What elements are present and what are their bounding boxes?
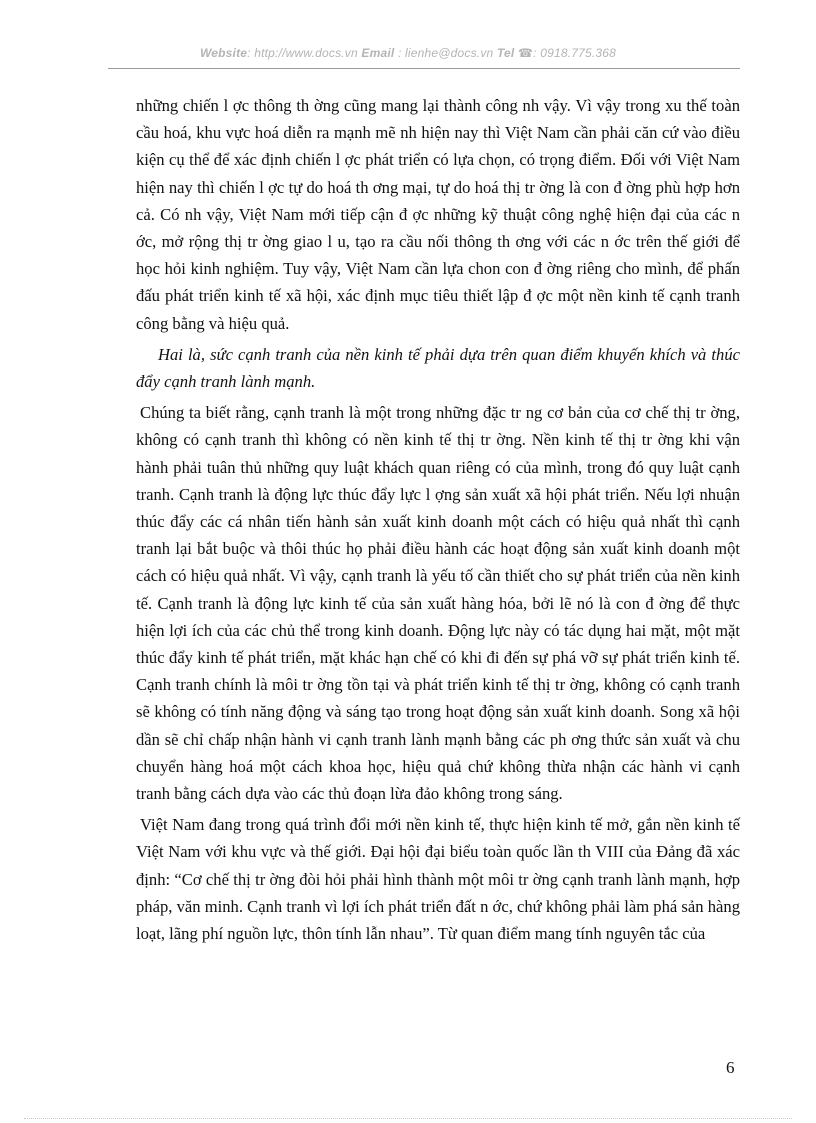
header-email-value: : lienhe@docs.vn bbox=[394, 46, 497, 60]
footer-divider bbox=[24, 1118, 792, 1119]
body-paragraph-2-italic: Hai là, sức cạnh tranh của nền kinh tế phải dựa trên quan điểm khuyến khích và thúc đẩy cạnh tranh lành mạnh. bbox=[136, 344, 740, 392]
header-email-label: Email bbox=[361, 46, 395, 60]
header-tel-value: : 0918.775.368 bbox=[533, 46, 617, 60]
header-website-label: Website bbox=[199, 46, 248, 60]
body-paragraph-1: những chiến l ợc thông th ờng cũng mang lại thành công nh vậy. Vì vậy trong xu thế toàn cầu hoá, khu vực hoá diễn ra mạnh mẽ nh hiện nay thì Việt Nam cần phải căn cứ vào điều kiện cụ thể để xác định chiến l ợc phát triển có lựa chọn, có trọng điểm. Đối với Việt Nam hiện nay thì chiến l ợc tự do hoá th ơng mại, tự do hoá thị tr ờng là con đ ờng phù hợp hơn cả. Có nh vậy, Việt Nam mới tiếp cận đ ợc những kỹ thuật công nghệ hiện đại của các n ớc, mở rộng thị tr ờng giao l u, tạo ra cầu nối thông th ơng với các n ớc trên thế giới để học hỏi kinh nghiệm. Tuy vậy, Việt Nam cần lựa chon con đ ờng riêng cho mình, để phấn đấu phát triển kinh tế xã hội, xác định mục tiêu thiết lập đ ợc một nền kinh tế cạnh tranh công bằng và hiệu quả. bbox=[136, 96, 740, 333]
header-tel-label: Tel bbox=[496, 46, 515, 60]
body-paragraph-3: Chúng ta biết rằng, cạnh tranh là một trong những đặc tr ng cơ bản của cơ chế thị tr ờng, không có cạnh tranh thì không có nền kinh tế thị tr ờng. Nền kinh tế thị tr ờng khi vận hành phải tuân thủ những quy luật khách quan riêng có của mình, trong đó quy luật cạnh tranh. Cạnh tranh là động lực thúc đẩy lực l ợng sản xuất xã hội phát triển. Nếu lợi nhuận thúc đẩy các cá nhân tiến hành sản xuất kinh doanh một cách có hiệu quả nhất thì cạnh tranh lại bắt buộc và thôi thúc họ phải điều hành các hoạt động sản xuất kinh doanh một cách có hiệu quả nhất. Vì vậy, cạnh tranh là yếu tố cần thiết cho sự phát triển của nền kinh tế. Cạnh tranh là động lực kinh tế của sản xuất hàng hóa, bởi lẽ nó là con đ ờng để thực hiện lợi ích của các chủ thể trong kinh doanh. Động lực này có tác dụng hai mặt, một mặt thúc đẩy kinh tế phát triển, mặt khác hạn chế có khi đi đến sự phá vỡ sự phát triển kinh tế. Cạnh tranh chính là môi tr ờng tồn tại và phát triển kinh tế thị tr ờng, không có cạnh tranh sẽ không có tính năng động và sáng tạo trong hoạt động sản xuất kinh doanh. Song xã hội dần sẽ chỉ chấp nhận hành vi cạnh tranh lành mạnh bằng các ph ơng thức sản xuất và chu chuyển hàng hoá một cách khoa học, hiệu quả chứ không thừa nhận các hành vi cạnh tranh bằng cách dựa vào các thủ đoạn lừa đảo không trong sáng. bbox=[136, 403, 740, 804]
phone-icon: ☎ bbox=[518, 46, 534, 60]
header-divider bbox=[108, 68, 740, 69]
header-website-value: : http://www.docs.vn bbox=[247, 46, 362, 60]
page-number: 6 bbox=[726, 1058, 735, 1077]
document-body bbox=[136, 92, 740, 947]
page-header bbox=[0, 46, 816, 60]
body-paragraph-4: Việt Nam đang trong quá trình đổi mới nền kinh tế, thực hiện kinh tế mở, gắn nền kinh tế Việt Nam với khu vực và thế giới. Đại hội đại biểu toàn quốc lần th VIII của Đảng đã xác định: “Cơ chế thị tr ờng đòi hỏi phải hình thành một môi tr ờng cạnh tranh lành mạnh, hợp pháp, văn minh. Cạnh tranh vì lợi ích phát triển đất n ớc, chứ không phải làm phá sản hàng loạt, lãng phí nguồn lực, thôn tính lẫn nhau”. Từ quan điểm mang tính nguyên tắc của bbox=[136, 815, 740, 944]
